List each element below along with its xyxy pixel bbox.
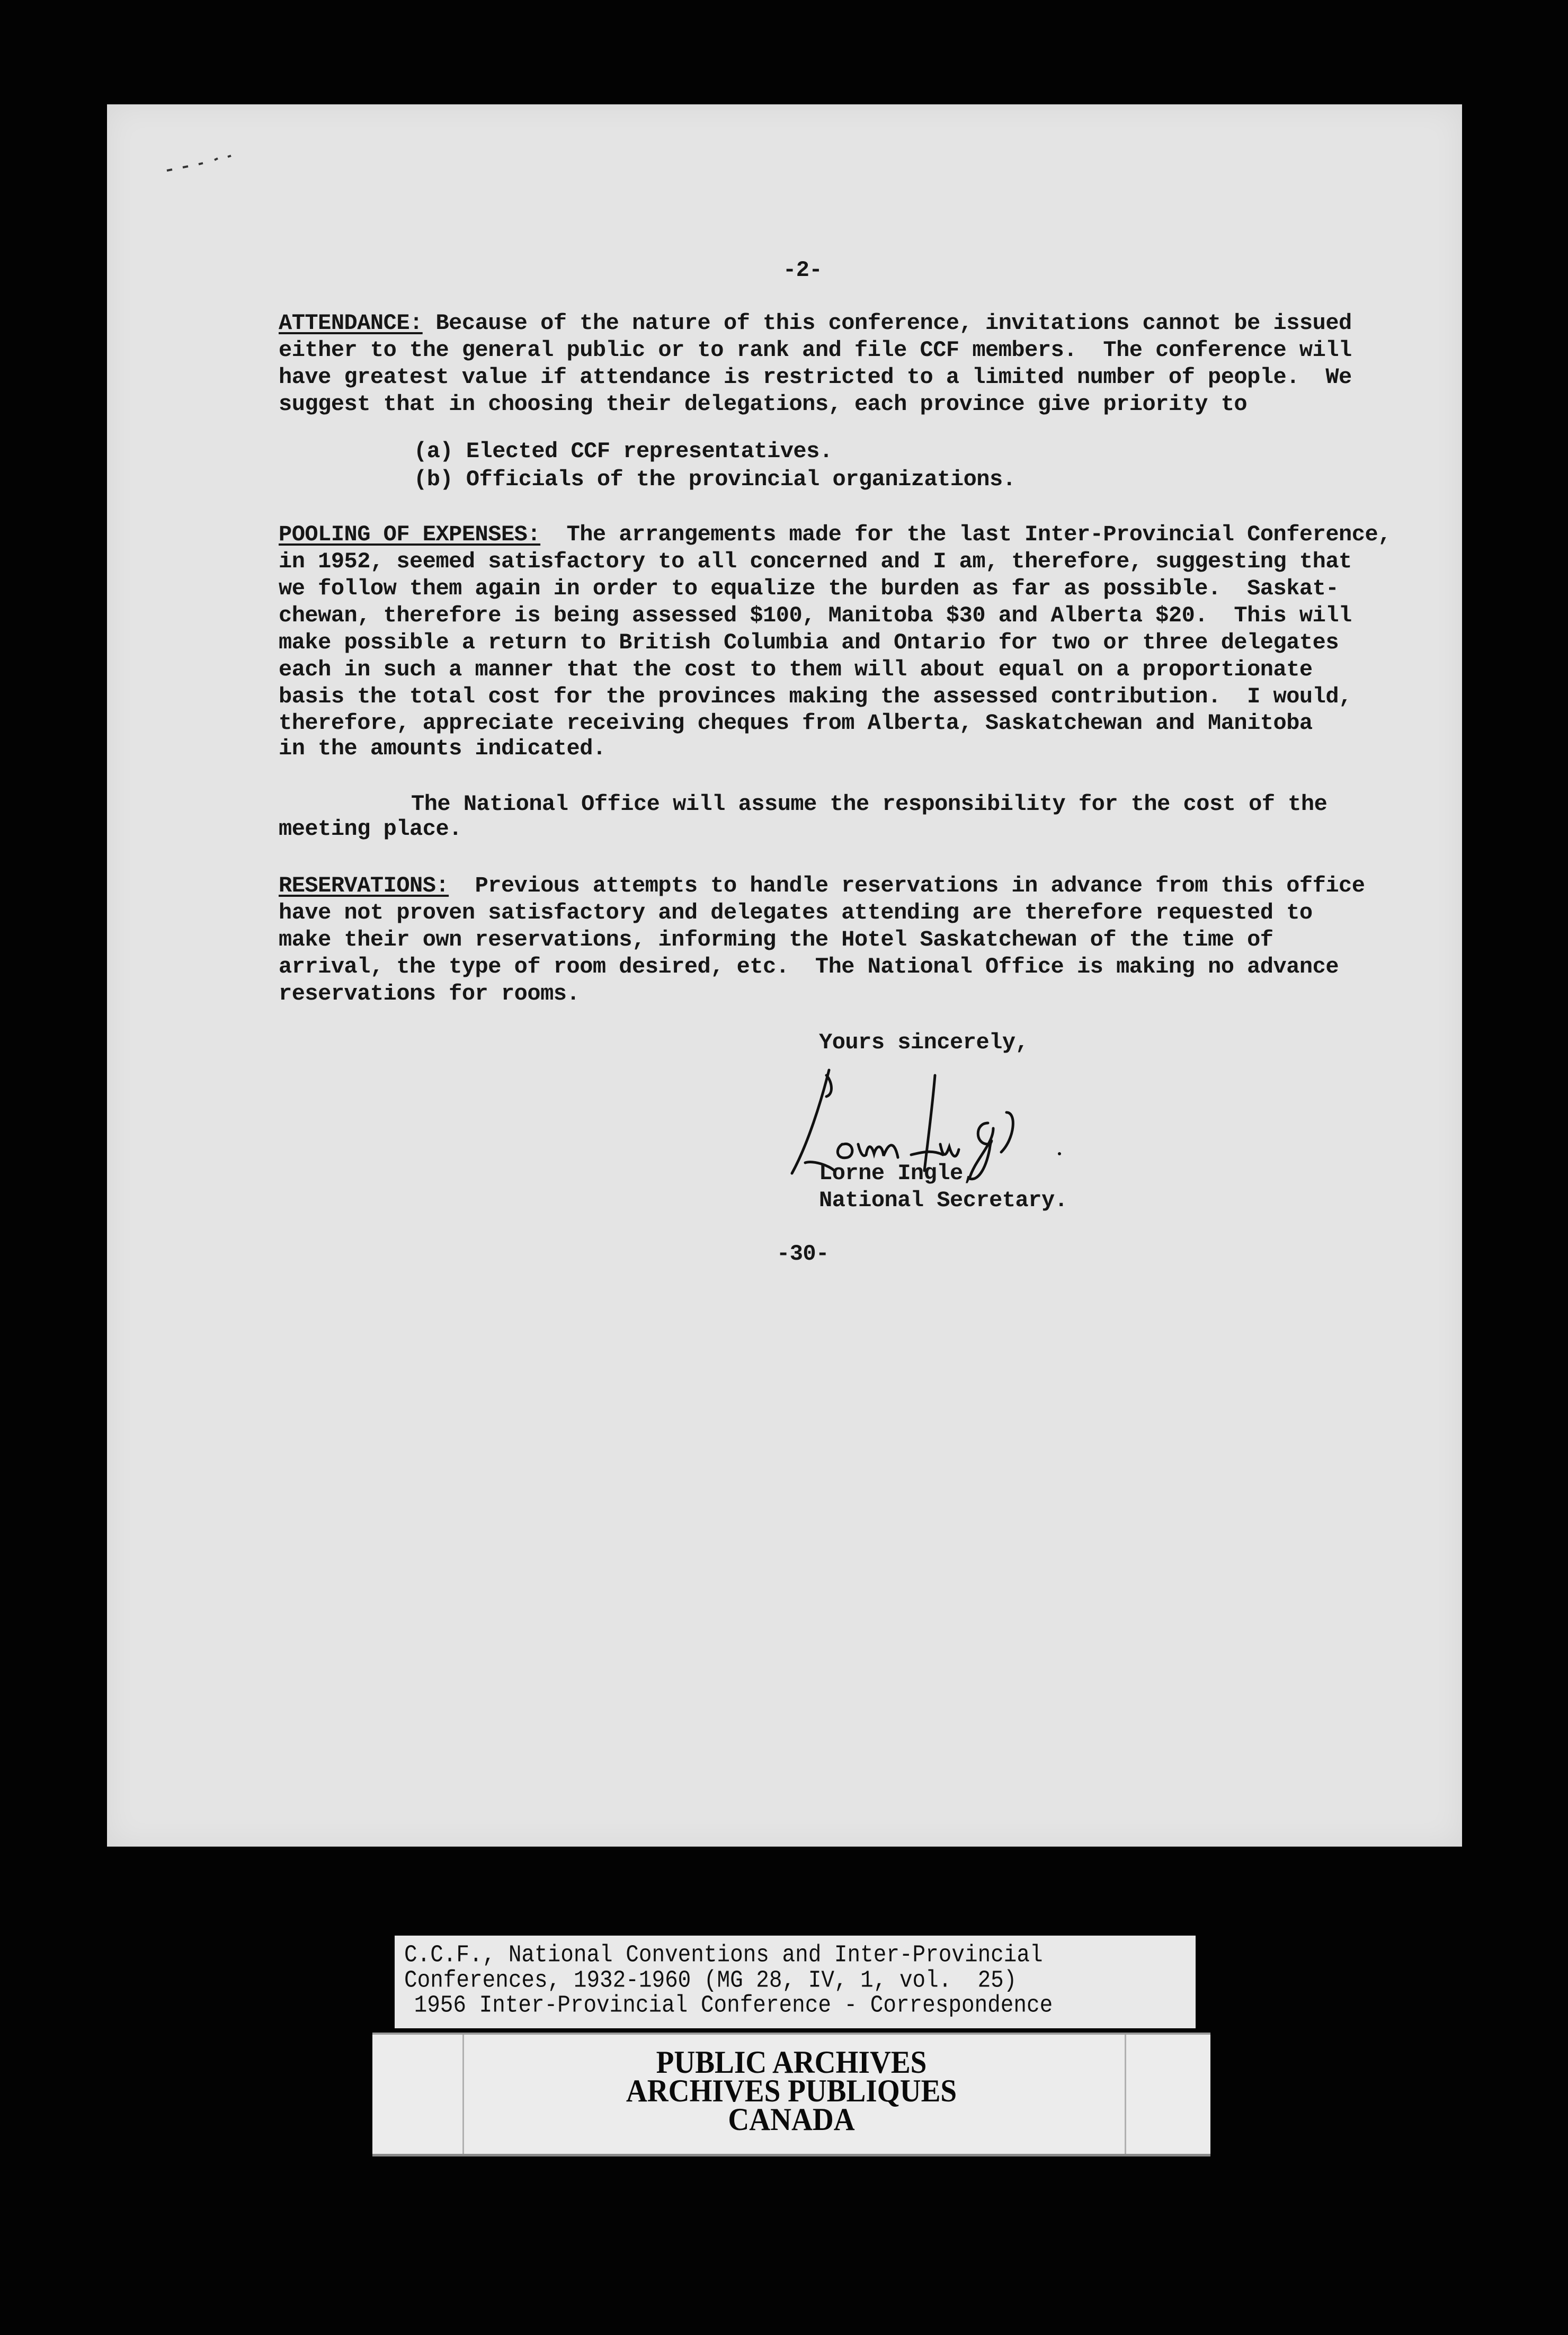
archive-stamp bbox=[372, 2033, 1210, 2156]
archive-label-line-3: 1956 Inter-Provincial Conference - Correspondence bbox=[401, 1992, 1053, 2019]
archive-label-line-2: Conferences, 1932-1960 (MG 28, IV, 1, vol. 25) bbox=[404, 1967, 1017, 1994]
reservations-line-5: reservations for rooms. bbox=[279, 981, 580, 1006]
stamp-line-1: PUBLIC ARCHIVES bbox=[656, 2045, 927, 2080]
footer-number: -30- bbox=[777, 1241, 829, 1267]
reservations-line-2: have not proven satisfactory and delegates attending are therefore requested to bbox=[279, 900, 1313, 925]
archive-label-line-1: C.C.F., National Conventions and Inter-Provincial bbox=[404, 1942, 1043, 1969]
pooling-text: The arrangements made for the last Inter-Provincial Conference, bbox=[540, 522, 1391, 547]
archive-label bbox=[395, 1936, 1196, 2028]
signer-name: Lorne Ingle, bbox=[819, 1161, 976, 1186]
attendance-line-4: suggest that in choosing their delegations, each province give priority to bbox=[279, 391, 1248, 417]
priority-item-a: (a) Elected CCF representatives. bbox=[414, 439, 833, 464]
pooling-line-3: we follow them again in order to equalize the burden as far as possible. Saskat- bbox=[279, 576, 1339, 601]
national-office-line-2: meeting place. bbox=[279, 816, 462, 842]
signer-title: National Secretary. bbox=[819, 1188, 1068, 1213]
pooling-line-2: in 1952, seemed satisfactory to all concerned and I am, therefore, suggesting that bbox=[279, 549, 1352, 574]
pooling-line-9: in the amounts indicated. bbox=[279, 736, 606, 761]
pooling-line-7: basis the total cost for the provinces making the assessed contribution. I would, bbox=[279, 684, 1352, 709]
pooling-line-8: therefore, appreciate receiving cheques from Alberta, Saskatchewan and Manitoba bbox=[279, 710, 1313, 736]
attendance-text: Because of the nature of this conference, invitations cannot be issued bbox=[422, 310, 1352, 336]
attendance-line-2: either to the general public or to rank and file CCF members. The conference will bbox=[279, 337, 1352, 363]
pooling-line-1 bbox=[279, 521, 1391, 548]
attendance-heading: ATTENDANCE: bbox=[279, 310, 423, 336]
reservations-text: Previous attempts to handle reservations in advance from this office bbox=[449, 873, 1365, 898]
reservations-line-1 bbox=[279, 872, 1365, 899]
stamp-line-3: CANADA bbox=[728, 2102, 855, 2137]
stamp-line-2: ARCHIVES PUBLIQUES bbox=[626, 2073, 957, 2108]
attendance-line-3: have greatest value if attendance is restricted to a limited number of people. We bbox=[279, 364, 1352, 390]
reservations-heading: RESERVATIONS: bbox=[279, 873, 449, 898]
pooling-line-4: chewan, therefore is being assessed $100, Manitoba $30 and Alberta $20. This will bbox=[279, 603, 1352, 628]
stray-marks bbox=[164, 154, 244, 175]
reservations-line-4: arrival, the type of room desired, etc. The National Office is making no advance bbox=[279, 954, 1339, 979]
page-number: -2- bbox=[783, 257, 823, 283]
pooling-line-6: each in such a manner that the cost to them will about equal on a proportionate bbox=[279, 657, 1313, 682]
reservations-line-3: make their own reservations, informing the Hotel Saskatchewan of the time of bbox=[279, 927, 1273, 952]
pooling-heading: POOLING OF EXPENSES: bbox=[279, 522, 541, 547]
national-office-line-1: The National Office will assume the responsibility for the cost of the bbox=[411, 791, 1328, 817]
pooling-line-5: make possible a return to British Columbia and Ontario for two or three delegates bbox=[279, 630, 1339, 655]
priority-item-b: (b) Officials of the provincial organizations. bbox=[414, 467, 1016, 492]
attendance-line-1 bbox=[279, 310, 1352, 336]
closing: Yours sincerely, bbox=[819, 1030, 1029, 1055]
